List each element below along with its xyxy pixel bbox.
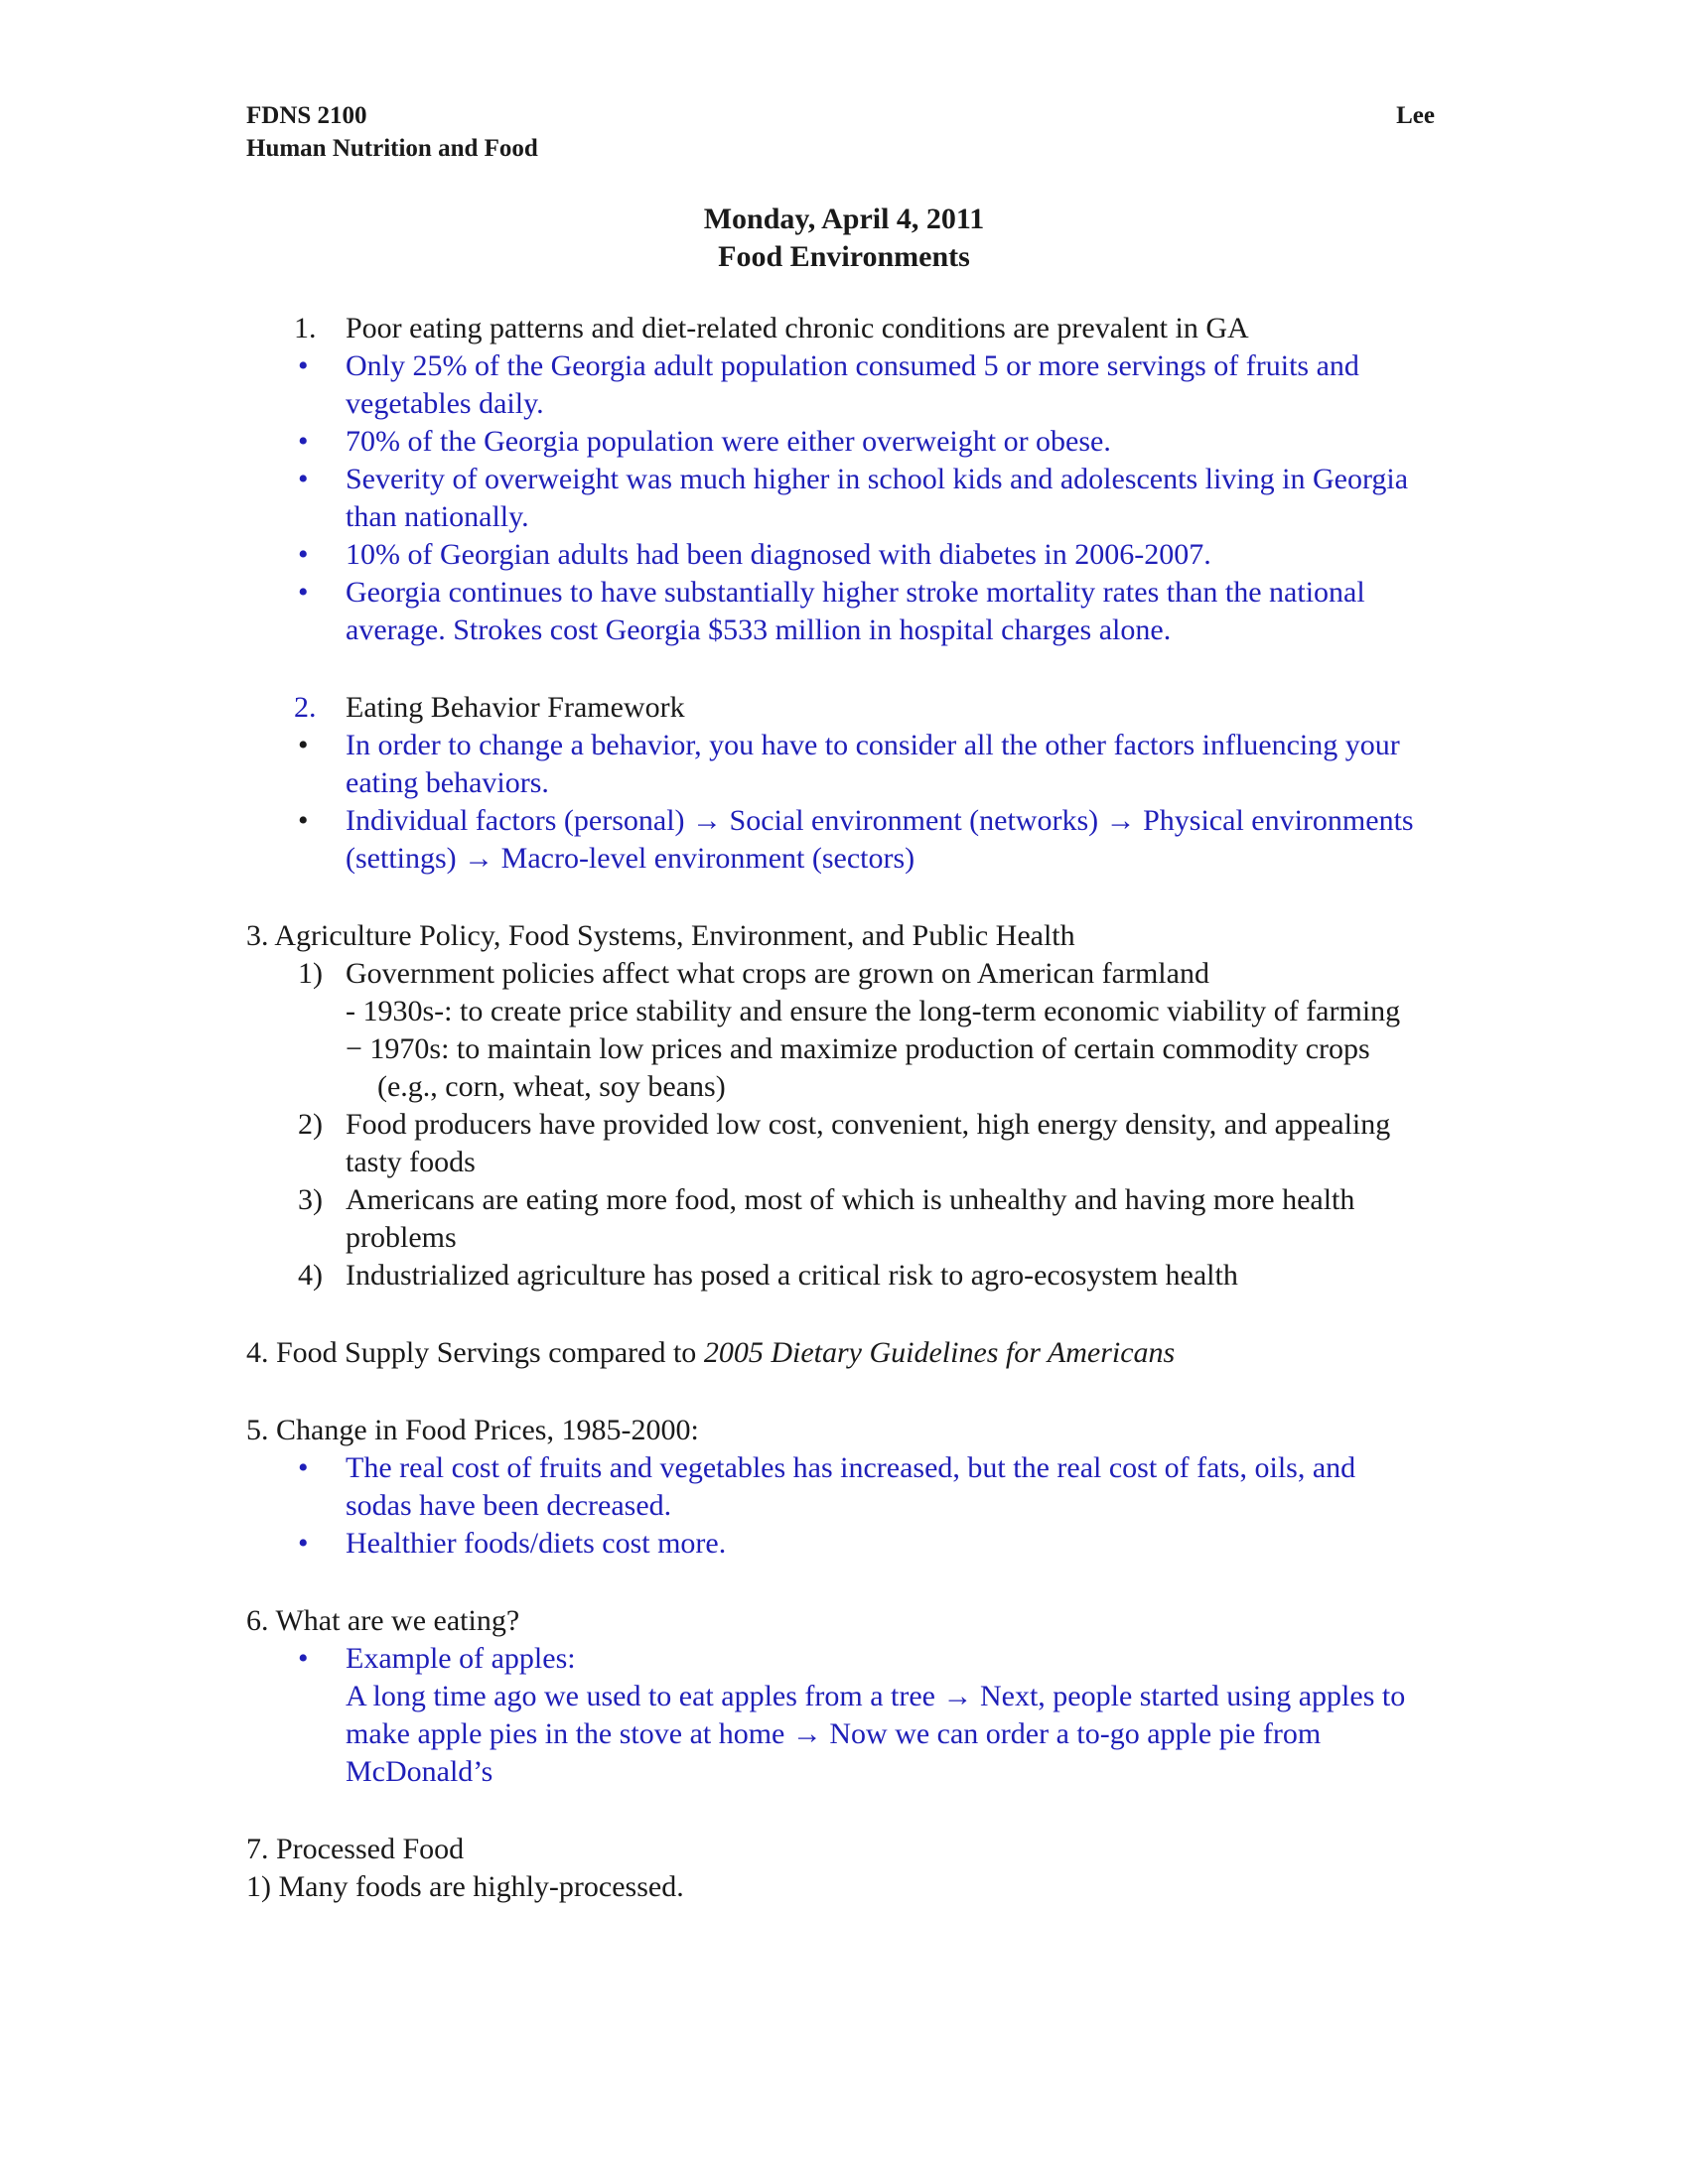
list-item: • Healthier foods/diets cost more. xyxy=(0,1525,1428,1563)
instructor-name: Lee xyxy=(1396,102,1435,129)
section-2-number: 2. xyxy=(294,691,317,724)
lecture-title xyxy=(0,201,1688,276)
apples-example-title: Example of apples: xyxy=(346,1642,576,1675)
section-1-heading xyxy=(0,310,1428,347)
list-item: 1) Government policies affect what crops are grown on American farmland xyxy=(298,957,1209,990)
section-5-heading: 5. Change in Food Prices, 1985-2000: xyxy=(246,1414,699,1446)
section-6-heading: 6. What are we eating? xyxy=(246,1604,520,1637)
list-item: • 10% of Georgian adults had been diagnosed with diabetes in 2006-2007. xyxy=(0,536,1428,574)
document-body xyxy=(0,310,1688,1906)
list-item: • Individual factors (personal) → Social environment (networks) → Physical environments (settings) → Macro-level environment (sectors) xyxy=(298,804,1414,875)
list-item: • Only 25% of the Georgia adult population consumed 5 or more servings of fruits and vegetables daily. xyxy=(298,349,1359,420)
list-item: 1) Many foods are highly-processed. xyxy=(246,1870,684,1903)
sub-list-item: − 1970s: to maintain low prices and maximize production of certain commodity crops (e.g., corn, wheat, soy beans) xyxy=(346,1032,1370,1103)
course-name: Human Nutrition and Food xyxy=(246,135,538,162)
sub-list-item: - 1930s-: to create price stability and ensure the long-term economic viability of farming xyxy=(346,995,1401,1027)
section-4-heading: 4. Food Supply Servings compared to 2005 Dietary Guidelines for Americans xyxy=(246,1336,1176,1369)
list-item: 4) Industrialized agriculture has posed a critical risk to agro-ecosystem health xyxy=(298,1259,1238,1292)
lecture-topic: Food Environments xyxy=(718,240,970,273)
list-item xyxy=(0,1640,1428,1791)
section-2-heading xyxy=(0,689,1428,727)
list-item: • The real cost of fruits and vegetables has increased, but the real cost of fats, oils, and sodas have been decreased. xyxy=(298,1451,1356,1522)
course-code: FDNS 2100 xyxy=(246,102,367,129)
bullet-icon: • xyxy=(298,804,309,837)
course-header xyxy=(246,99,538,165)
bullet-icon: • xyxy=(298,425,309,458)
bullet-icon: • xyxy=(298,1527,309,1560)
list-item: 3) Americans are eating more food, most of which is unhealthy and having more health problems xyxy=(298,1183,1355,1254)
section-2-heading-text: Eating Behavior Framework xyxy=(346,691,685,724)
list-item: • In order to change a behavior, you have to consider all the other factors influencing your eating behaviors. xyxy=(298,729,1400,799)
guidelines-title: 2005 Dietary Guidelines for Americans xyxy=(703,1336,1176,1369)
lecture-date: Monday, April 4, 2011 xyxy=(703,203,985,235)
bullet-icon: • xyxy=(298,538,309,571)
bullet-icon: • xyxy=(298,729,309,761)
bullet-icon: • xyxy=(298,463,309,495)
bullet-icon: • xyxy=(298,1451,309,1484)
apples-example-body: A long time ago we used to eat apples from a tree → Next, people started using apples to make apple pies in the stove at home → Now we can order a to-go apple pie from McDonald’s xyxy=(346,1680,1406,1788)
list-item: 2) Food producers have provided low cost, convenient, high energy density, and appealing tasty foods xyxy=(298,1108,1391,1178)
section-3-heading: 3. Agriculture Policy, Food Systems, Environment, and Public Health xyxy=(246,919,1075,952)
bullet-icon: • xyxy=(298,349,309,382)
list-item: • Georgia continues to have substantially higher stroke mortality rates than the national average. Strokes cost Georgia $533 million in hospital charges alone. xyxy=(298,576,1365,646)
section-1-heading-text: Poor eating patterns and diet-related chronic conditions are prevalent in GA xyxy=(346,312,1249,344)
section-1-number: 1. xyxy=(294,312,317,344)
bullet-icon: • xyxy=(298,576,309,609)
list-item: • Severity of overweight was much higher in school kids and adolescents living in Georgia than nationally. xyxy=(298,463,1409,533)
section-7-heading: 7. Processed Food xyxy=(246,1833,465,1865)
bullet-icon: • xyxy=(298,1642,309,1675)
list-item: • 70% of the Georgia population were either overweight or obese. xyxy=(0,423,1428,461)
